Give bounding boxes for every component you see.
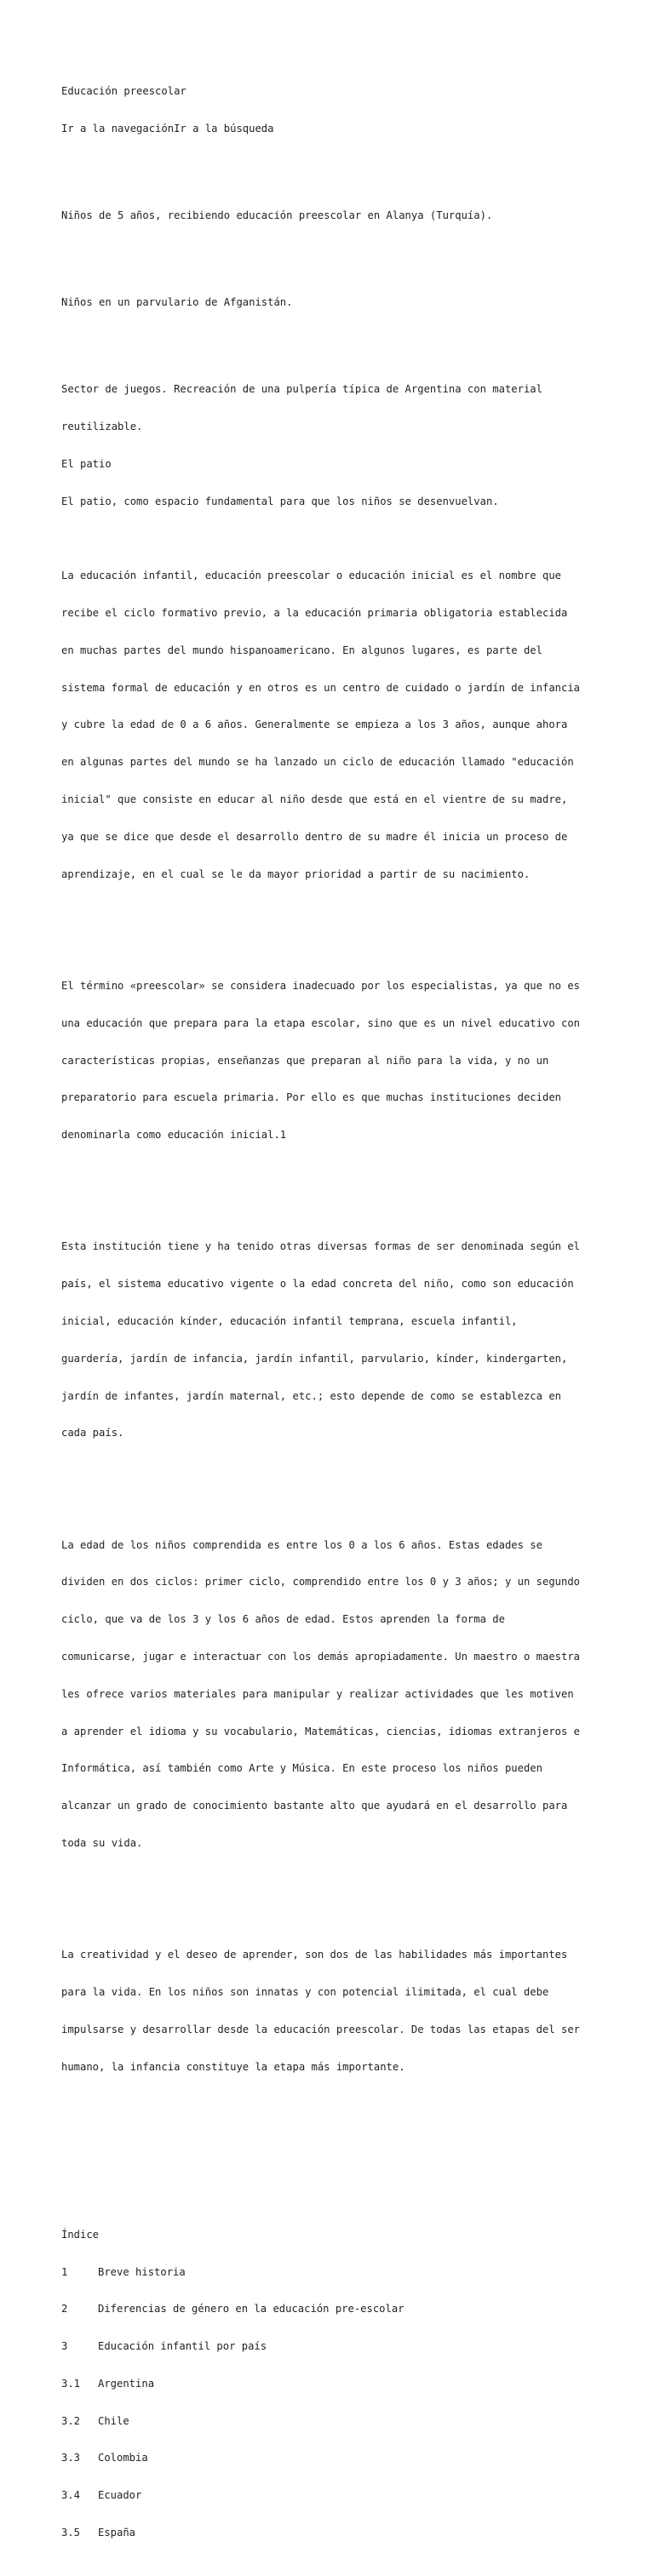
text-line: inicial, educación kínder, educación infantil temprana, escuela infantil, bbox=[61, 1314, 518, 1327]
text-line: preparatorio para escuela primaria. Por ello es que muchas instituciones deciden bbox=[61, 1091, 561, 1104]
toc-number: 3.2 bbox=[61, 2414, 81, 2427]
text-line: aprendizaje, en el cual se le da mayor prioridad a partir de su nacimiento. bbox=[61, 867, 531, 880]
text-line: a aprender el idioma y su vocabulario, Matemáticas, ciencias, idiomas extranjeros e bbox=[61, 1725, 581, 1737]
text-line: sistema formal de educación y en otros es un centro de cuidado o jardín de infancia bbox=[61, 681, 581, 694]
text-line: ya que se dice que desde el desarrollo dentro de su madre él inicia un proceso de bbox=[61, 830, 568, 843]
text-line: dividen en dos ciclos: primer ciclo, comprendido entre los 0 y 3 años; y un segundo bbox=[61, 1576, 581, 1589]
text-line: El término «preescolar» se considera inadecuado por los especialistas, ya que no es bbox=[61, 979, 581, 992]
toc-number: 1 bbox=[61, 2265, 68, 2278]
text-line: Esta institución tiene y ha tenido otras diversas formas de ser denominada según el bbox=[61, 1240, 581, 1253]
toc-item[interactable] bbox=[61, 2303, 598, 2316]
text-line: La creatividad y el deseo de aprender, son dos de las habilidades más importantes bbox=[61, 1949, 568, 1961]
spacer bbox=[61, 247, 598, 260]
text-line: país, el sistema educativo vigente o la edad concreta del niño, como son educación bbox=[61, 1278, 574, 1291]
toc-item[interactable] bbox=[61, 2489, 598, 2502]
toc-title[interactable]: Ecuador bbox=[98, 2489, 142, 2502]
toc-title[interactable]: Educación infantil por país bbox=[98, 2340, 267, 2353]
text-line: impulsarse y desarrollar desde la educación preescolar. De todas las etapas del ser bbox=[61, 2023, 581, 2035]
toc-item[interactable] bbox=[61, 2378, 598, 2390]
image-caption: Sector de juegos. Recreación de una pulpería típica de Argentina con material bbox=[61, 383, 542, 396]
text-line: les ofrece varios materiales para manipular y realizar actividades que les motiven bbox=[61, 1687, 574, 1700]
spacer bbox=[61, 2148, 598, 2167]
text-line: Informática, así también como Arte y Música. En este proceso los niños pueden bbox=[61, 1762, 542, 1775]
toc-title[interactable]: España bbox=[98, 2526, 136, 2539]
toc-number: 3.1 bbox=[61, 2377, 81, 2390]
toc-title[interactable]: Breve historia bbox=[98, 2265, 186, 2278]
text-line: La educación infantil, educación preescolar o educación inicial es el nombre que bbox=[61, 570, 561, 582]
text-line: para la vida. En los niños son innatas y con potencial ilimitada, el cual debe bbox=[61, 1986, 549, 1999]
table-of-contents bbox=[61, 2204, 598, 2564]
toc-number: 2 bbox=[61, 2303, 68, 2316]
text-line: inicial" que consiste en educar al niño desde que está en el vientre de su madre, bbox=[61, 793, 568, 806]
text-line: guardería, jardín de infancia, jardín infantil, parvulario, kínder, kindergarten, bbox=[61, 1352, 568, 1365]
toc-title[interactable]: Argentina bbox=[98, 2377, 155, 2390]
text-line: toda su vida. bbox=[61, 1836, 143, 1849]
toc-number: 3.5 bbox=[61, 2526, 81, 2539]
image-caption: Niños en un parvulario de Afganistán. bbox=[61, 296, 293, 309]
toc-heading: Índice bbox=[61, 2228, 100, 2241]
spacer bbox=[61, 160, 598, 173]
page-title: Educación preescolar bbox=[61, 85, 186, 98]
text-line: una educación que prepara para la etapa escolar, sino que es un nivel educativo con bbox=[61, 1016, 581, 1029]
toc-item[interactable] bbox=[61, 2527, 598, 2539]
text-line: alcanzar un grado de conocimiento bastante alto que ayudará en el desarrollo para bbox=[61, 1800, 568, 1812]
paragraph-ages bbox=[61, 1514, 598, 1874]
text-line: jardín de infantes, jardín maternal, etc.; esto depende de como se establezca en bbox=[61, 1389, 561, 1402]
paragraph-intro bbox=[61, 545, 598, 905]
toc-title[interactable]: Diferencias de género en la educación pre-escolar bbox=[98, 2303, 404, 2316]
paragraph-names bbox=[61, 1216, 598, 1464]
paragraph-creativity bbox=[61, 1924, 598, 2098]
image-caption: El patio, como espacio fundamental para que los niños se desenvuelvan. bbox=[61, 495, 499, 507]
navigation-links[interactable]: Ir a la navegaciónIr a la búsqueda bbox=[61, 122, 274, 135]
toc-number: 3 bbox=[61, 2340, 68, 2353]
text-line: características propias, enseñanzas que preparan al niño para la vida, y no un bbox=[61, 1054, 549, 1067]
section-heading: El patio bbox=[61, 458, 112, 470]
toc-title[interactable]: Chile bbox=[98, 2414, 129, 2427]
text-line: La edad de los niños comprendida es entre los 0 a los 6 años. Estas edades se bbox=[61, 1538, 542, 1551]
text-line: y cubre la edad de 0 a 6 años. Generalmente se empieza a los 3 años, aunque ahora bbox=[61, 718, 568, 731]
document-page bbox=[61, 60, 598, 2576]
text-line: humano, la infancia constituye la etapa más importante. bbox=[61, 2060, 405, 2073]
toc-number: 3.4 bbox=[61, 2489, 81, 2502]
toc-number: 3.3 bbox=[61, 2452, 81, 2464]
image-caption: reutilizable. bbox=[61, 421, 143, 433]
image-caption: Niños de 5 años, recibiendo educación preescolar en Alanya (Turquía). bbox=[61, 209, 493, 222]
toc-item[interactable] bbox=[61, 2340, 598, 2353]
text-line: ciclo, que va de los 3 y los 6 años de edad. Estos aprenden la forma de bbox=[61, 1613, 505, 1626]
text-line: en algunas partes del mundo se ha lanzado un ciclo de educación llamado "educación bbox=[61, 756, 574, 769]
toc-item[interactable] bbox=[61, 2415, 598, 2428]
paragraph-term bbox=[61, 955, 598, 1166]
text-line: recibe el ciclo formativo previo, a la educación primaria obligatoria establecida bbox=[61, 607, 568, 620]
spacer bbox=[61, 334, 598, 346]
toc-item[interactable] bbox=[61, 2452, 598, 2464]
text-line: cada país. bbox=[61, 1427, 124, 1440]
text-line: en muchas partes del mundo hispanoamericano. En algunos lugares, es parte del bbox=[61, 644, 542, 656]
text-line: denominarla como educación inicial.1 bbox=[61, 1129, 287, 1142]
toc-item[interactable] bbox=[61, 2266, 598, 2279]
toc-title[interactable]: Colombia bbox=[98, 2452, 148, 2464]
text-line: comunicarse, jugar e interactuar con los demás apropiadamente. Un maestro o maestra bbox=[61, 1651, 581, 1663]
